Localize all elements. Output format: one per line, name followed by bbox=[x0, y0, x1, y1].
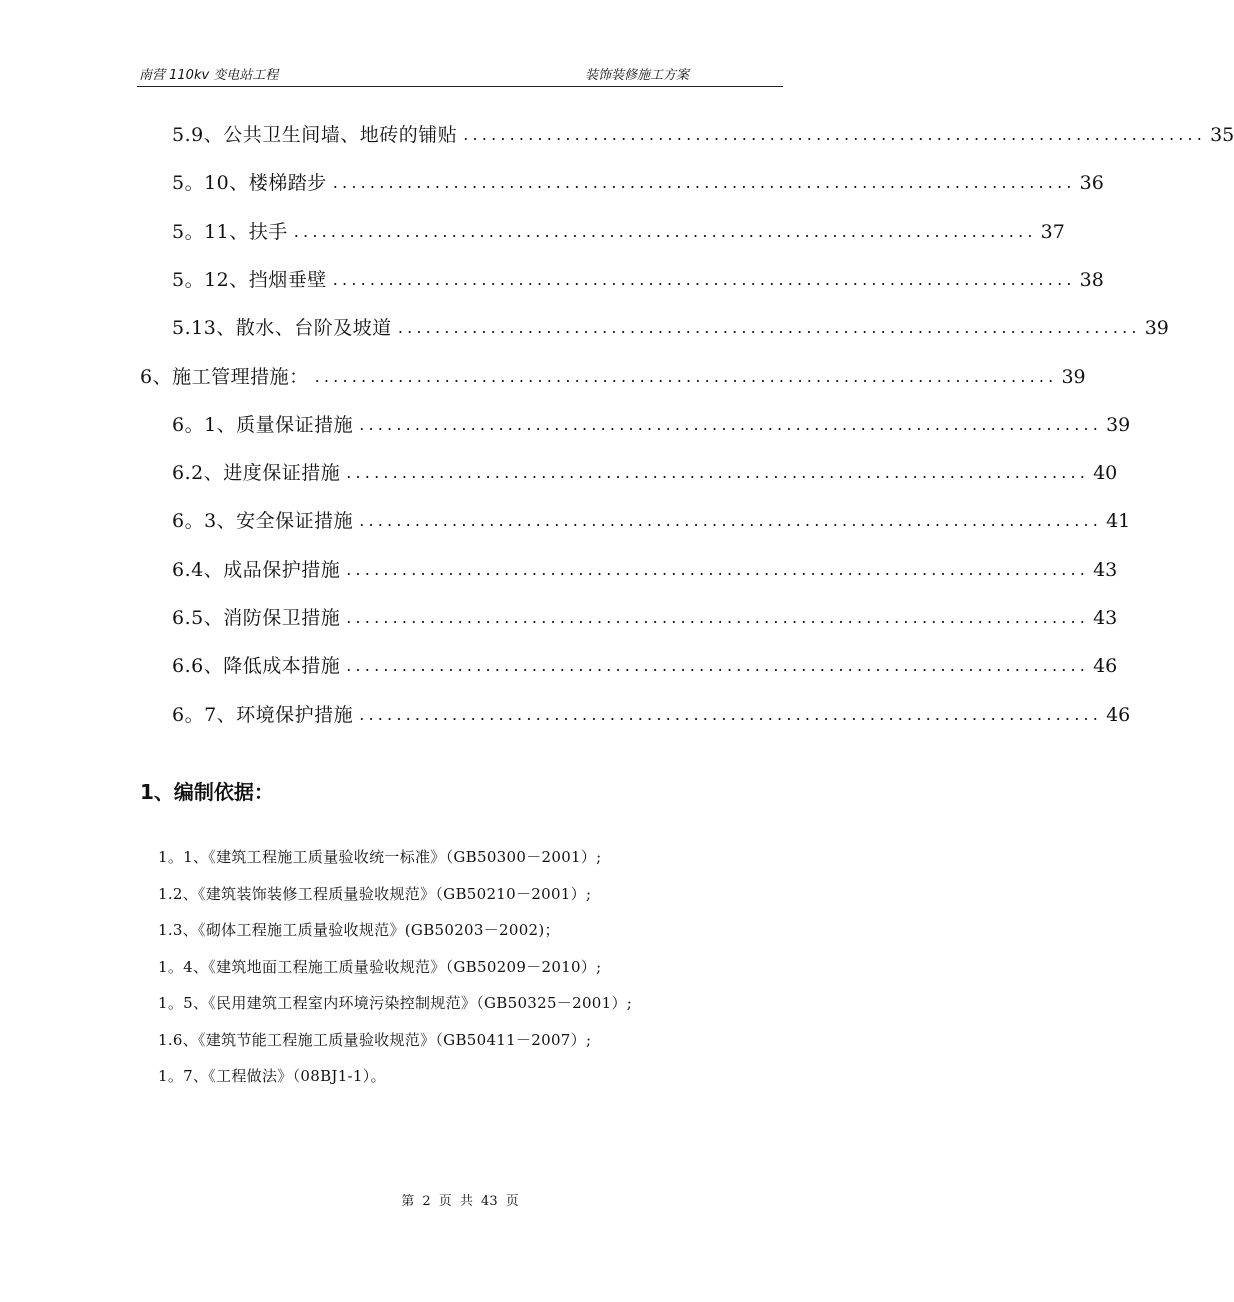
toc-leader-dots: ................................................................................ bbox=[346, 560, 1090, 579]
toc-entry-page: 41 bbox=[1106, 510, 1131, 532]
toc-entry-page: 38 bbox=[1079, 269, 1104, 291]
page-header bbox=[137, 62, 783, 87]
toc-entry-page: 43 bbox=[1093, 607, 1118, 629]
reference-item: 1。1、《建筑工程施工质量验收统一标准》（GB50300－2001）; bbox=[158, 848, 602, 866]
toc-entry-label: 6。7、环境保护措施 bbox=[172, 704, 354, 726]
header-project-name: 南营 110kv 变电站工程 bbox=[139, 68, 279, 83]
toc-entry[interactable] bbox=[172, 652, 1118, 680]
toc-entry[interactable] bbox=[172, 169, 1104, 197]
toc-leader-dots: ................................................................................ bbox=[346, 463, 1090, 482]
toc-entry[interactable] bbox=[172, 701, 1131, 729]
toc-entry-label: 6。1、质量保证措施 bbox=[172, 414, 354, 436]
toc-entry-page: 37 bbox=[1040, 221, 1065, 243]
page-footer: 第 2 页 共 43 页 bbox=[401, 1194, 519, 1209]
toc-entry-page: 46 bbox=[1106, 704, 1131, 726]
toc-entry[interactable] bbox=[172, 314, 1169, 342]
toc-entry-page: 39 bbox=[1144, 317, 1169, 339]
toc-entry-page: 36 bbox=[1079, 172, 1104, 194]
toc-entry-label: 6.5、消防保卫措施 bbox=[172, 607, 341, 629]
reference-item: 1.2、《建筑装饰装修工程质量验收规范》（GB50210－2001）; bbox=[158, 885, 592, 903]
toc-leader-dots: ................................................................................ bbox=[397, 318, 1141, 337]
toc-entry[interactable] bbox=[172, 411, 1131, 439]
toc-entry-page: 35 bbox=[1210, 124, 1234, 146]
reference-item: 1.3、《砌体工程施工质量验收规范》(GB50203－2002)； bbox=[158, 921, 560, 939]
toc-leader-dots: ................................................................................ bbox=[359, 511, 1103, 530]
toc-entry[interactable] bbox=[172, 459, 1118, 487]
toc-entry[interactable] bbox=[172, 556, 1118, 584]
section-heading: 1、编制依据： bbox=[140, 780, 274, 804]
toc-entry[interactable] bbox=[172, 604, 1118, 632]
toc-entry-page: 43 bbox=[1093, 559, 1118, 581]
toc-entry-label: 6.4、成品保护措施 bbox=[172, 559, 341, 581]
toc-entry-label: 6.2、进度保证措施 bbox=[172, 462, 341, 484]
reference-item: 1。7、《工程做法》（08BJ1-1）。 bbox=[158, 1067, 386, 1085]
toc-entry-page: 40 bbox=[1093, 462, 1118, 484]
toc-entry-label: 5。12、挡烟垂壁 bbox=[172, 269, 327, 291]
toc-leader-dots: ................................................................................ bbox=[359, 705, 1103, 724]
reference-item: 1.6、《建筑节能工程施工质量验收规范》（GB50411－2007）; bbox=[158, 1031, 592, 1049]
reference-item: 1。5、《民用建筑工程室内环境污染控制规范》（GB50325－2001）; bbox=[158, 994, 633, 1012]
toc-leader-dots: ................................................................................ bbox=[332, 270, 1076, 289]
toc-leader-dots: ................................................................................ bbox=[314, 367, 1058, 386]
toc-leader-dots: ................................................................................ bbox=[346, 656, 1090, 675]
toc-leader-dots: ................................................................................ bbox=[346, 608, 1090, 627]
toc-entry[interactable] bbox=[172, 266, 1104, 294]
toc-entry-label: 6。3、安全保证措施 bbox=[172, 510, 354, 532]
toc-leader-dots: ................................................................................ bbox=[332, 173, 1076, 192]
toc-entry-label: 5。10、楼梯踏步 bbox=[172, 172, 327, 194]
toc-entry[interactable] bbox=[172, 507, 1131, 535]
toc-entry-label: 5。11、扶手 bbox=[172, 221, 288, 243]
toc-leader-dots: ................................................................................ bbox=[293, 222, 1037, 241]
toc-entry-label: 5.9、公共卫生间墙、地砖的铺贴 bbox=[172, 124, 458, 146]
toc-entry-label: 6.6、降低成本措施 bbox=[172, 655, 341, 677]
reference-item: 1。4、《建筑地面工程施工质量验收规范》（GB50209－2010）; bbox=[158, 958, 602, 976]
toc-entry-page: 39 bbox=[1106, 414, 1131, 436]
toc-entry[interactable] bbox=[140, 363, 1086, 391]
toc-entry[interactable] bbox=[172, 218, 1065, 246]
toc-entry-label: 6、施工管理措施： bbox=[140, 366, 309, 388]
toc-entry[interactable] bbox=[172, 121, 1234, 149]
toc-leader-dots: ................................................................................ bbox=[463, 125, 1207, 144]
toc-entry-label: 5.13、散水、台阶及坡道 bbox=[172, 317, 392, 339]
toc-entry-page: 46 bbox=[1093, 655, 1118, 677]
toc-leader-dots: ................................................................................ bbox=[359, 415, 1103, 434]
toc-entry-page: 39 bbox=[1061, 366, 1086, 388]
header-document-title: 装饰装修施工方案 bbox=[585, 68, 690, 83]
